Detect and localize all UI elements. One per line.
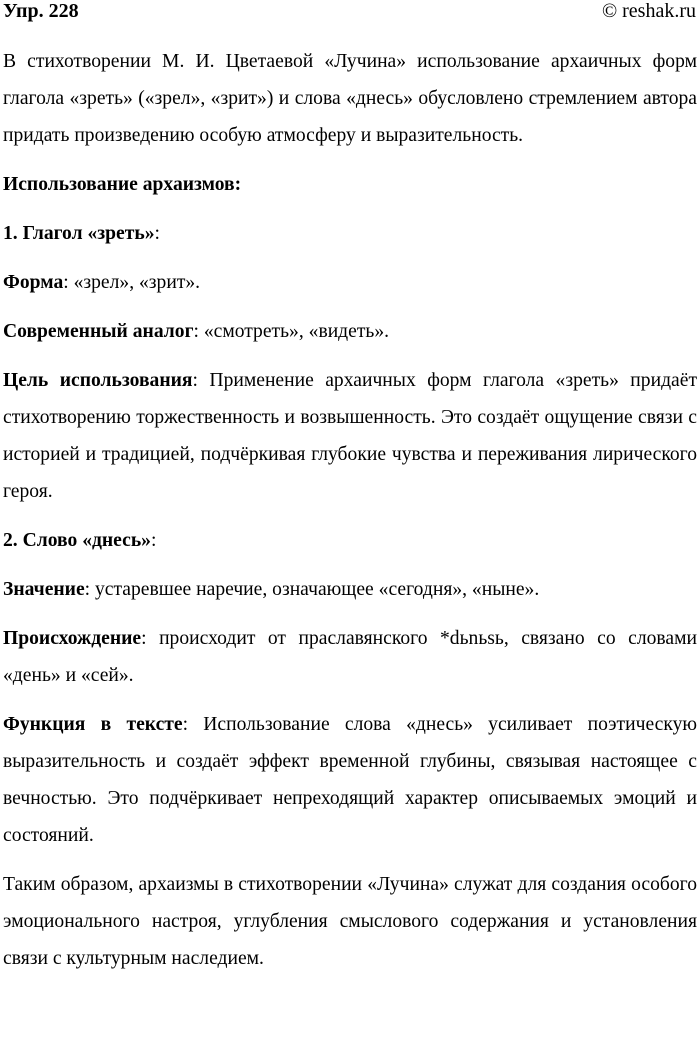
- intro-paragraph: В стихотворении М. И. Цветаевой «Лучина» использование архаичных форм глагола «зреть» («зрел», «зрит») и слова «днесь» обусловлено стремлением автора придать произведению особую атмосферу и выразительность.: [3, 51, 697, 146]
- item1-form: [3, 264, 697, 301]
- analog-text: : «смотреть», «видеть».: [193, 321, 390, 342]
- meaning-label: Значение: [3, 579, 85, 600]
- item1-title-text: 1. Глагол «зреть»: [3, 223, 155, 244]
- form-label: Форма: [3, 272, 64, 293]
- section-title: [3, 166, 697, 203]
- purpose-label: Цель использования: [3, 370, 193, 391]
- item2-meaning: [3, 571, 697, 608]
- copyright: © reshak.ru: [601, 0, 696, 22]
- item1-title: [3, 215, 697, 252]
- origin-label: Происхождение: [3, 628, 142, 649]
- document-body: [3, 43, 697, 989]
- section-title-text: Использование архаизмов:: [3, 174, 242, 195]
- function-label: Функция в тексте: [3, 714, 183, 735]
- item2-title: [3, 522, 697, 559]
- item2-function: [3, 706, 697, 854]
- meaning-text: : устаревшее наречие, означающее «сегодня», «ныне».: [84, 579, 540, 600]
- exercise-title: Упр. 228: [3, 0, 79, 22]
- item1-purpose: [3, 362, 697, 510]
- page-header: [3, 0, 696, 30]
- origin-text: : происходит от праславянского *dьnьsь, связано со словами «день» и «сей».: [3, 628, 697, 686]
- purpose-text: : Применение архаичных форм глагола «зреть» придаёт стихотворению торжественность и возвышенность. Это создаёт ощущение связи с историей и традицией, подчёркивая глубокие чувства и переживания лирического героя.: [3, 370, 698, 502]
- function-text: : Использование слова «днесь» усиливает поэтическую выразительность и создаёт эффект временной глубины, связывая настоящее с вечностью. Это подчёркивает непреходящий характер описываемых эмоций и состояний.: [3, 714, 698, 846]
- item2-origin: [3, 620, 697, 694]
- item2-title-text: 2. Слово «днесь»: [3, 530, 151, 551]
- item1-analog: [3, 313, 697, 350]
- item1-title-suffix: :: [154, 223, 160, 244]
- form-text: : «зрел», «зрит».: [63, 272, 201, 293]
- analog-label: Современный аналог: [3, 321, 194, 342]
- conclusion-paragraph: Таким образом, архаизмы в стихотворении «Лучина» служат для создания особого эмоционального настроя, углубления смыслового содержания и установления связи с культурным наследием.: [3, 874, 697, 969]
- item2-title-suffix: :: [150, 530, 157, 551]
